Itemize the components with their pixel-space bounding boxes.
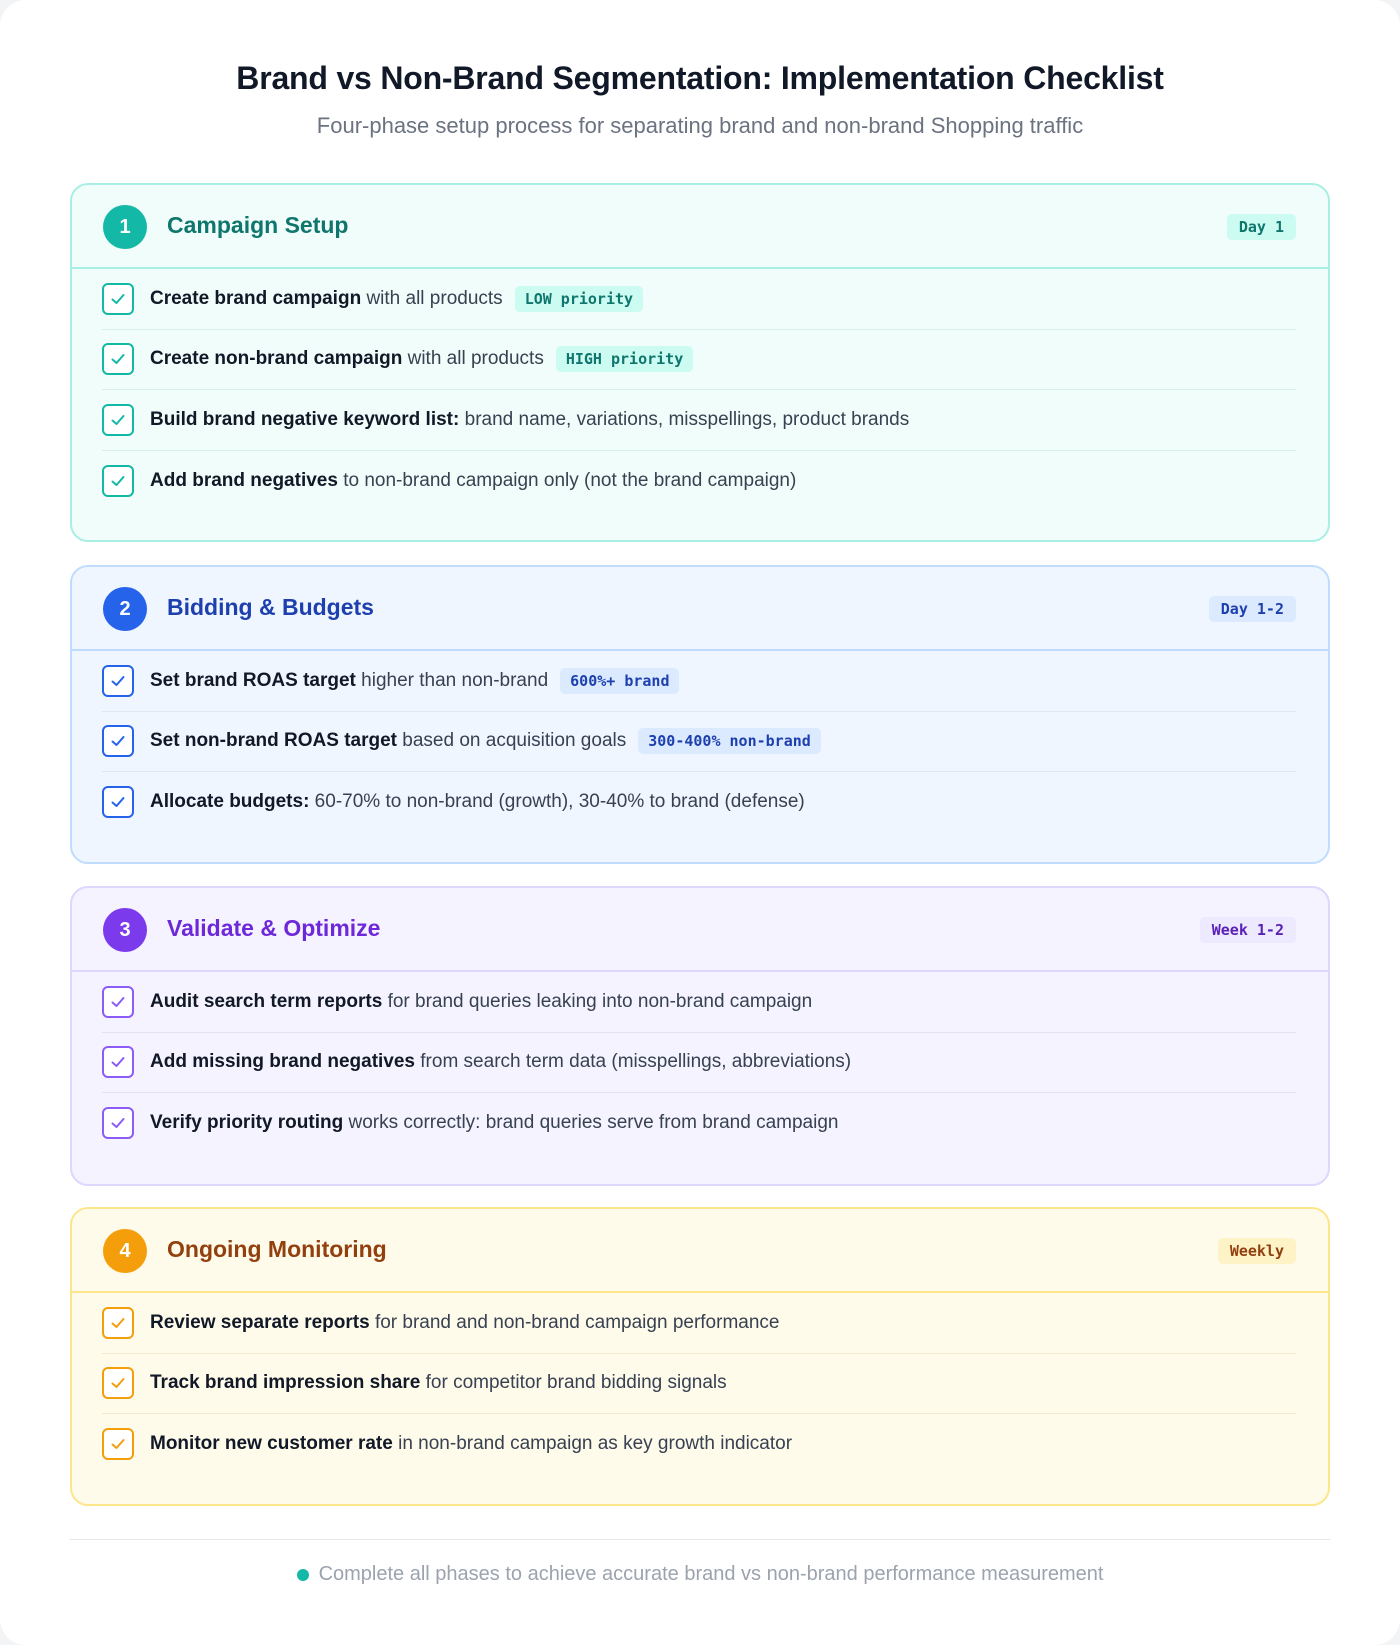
footer-note [0,1563,1400,1586]
checkbox-checked-icon[interactable] [102,1107,134,1139]
checklist-item-text [150,348,544,370]
phase-number-badge: 1 [103,205,147,249]
checklist-item-text [150,791,805,813]
checklist-item [102,451,1296,512]
checklist-item [102,1033,1296,1094]
checklist-item-detail: with all products [361,287,503,309]
phase-card-validate-optimize [70,886,1330,1186]
checklist-item-text [150,1051,851,1073]
phase-card-ongoing-monitoring [70,1207,1330,1506]
checklist-item-detail: based on acquisition goals [397,730,627,752]
checkbox-checked-icon[interactable] [102,1307,134,1339]
checklist-item [102,712,1296,773]
checklist-item [102,269,1296,330]
checklist-item-detail: for competitor brand bidding signals [420,1372,727,1394]
priority-tag: HIGH priority [556,346,693,372]
checklist-item-text [150,1312,779,1334]
checklist-item-detail: for brand and non-brand campaign performance [369,1311,780,1333]
page-subtitle: Four-phase setup process for separating brand and non-brand Shopping traffic [316,113,1084,138]
phase-header [72,1209,1328,1293]
checkbox-checked-icon[interactable] [102,1046,134,1078]
checklist-item-text [150,470,796,492]
checklist-item-text [150,991,812,1013]
priority-tag: LOW priority [515,286,643,312]
checkbox-checked-icon[interactable] [102,665,134,697]
phase-title: Campaign Setup [167,212,349,238]
phase-timeframe-badge: Day 1 [1227,214,1296,240]
checkbox-checked-icon[interactable] [102,725,134,757]
checklist-item-text [150,1372,727,1394]
page-title: Brand vs Non-Brand Segmentation: Implementation Checklist [236,60,1164,96]
phase-header [72,888,1328,972]
checklist-item [102,972,1296,1033]
checklist-item-text [150,670,548,692]
phase-timeframe-badge: Week 1-2 [1200,917,1296,943]
phase-number-badge: 3 [103,908,147,952]
phase-header [72,567,1328,651]
phase-card-campaign-setup [70,183,1330,542]
checkbox-checked-icon[interactable] [102,986,134,1018]
checklist-item-bold: Set brand ROAS target [150,669,356,691]
checklist-item [102,1293,1296,1354]
checklist-item [102,772,1296,833]
checklist-item-text [150,1112,838,1134]
checklist-item [102,390,1296,451]
checklist-items [72,269,1328,511]
phase-title: Ongoing Monitoring [167,1236,387,1262]
checklist-item-detail: brand name, variations, misspellings, product brands [459,408,910,430]
checklist-item-detail: works correctly: brand queries serve from brand campaign [343,1112,839,1134]
checklist-items [72,972,1328,1154]
checklist-item-detail: in non-brand campaign as key growth indicator [392,1433,793,1455]
checkbox-checked-icon[interactable] [102,404,134,436]
checkbox-checked-icon[interactable] [102,1367,134,1399]
checklist-item-bold: Allocate budgets: [150,791,310,813]
checklist-item-detail: higher than non-brand [355,669,549,691]
checklist-item [102,330,1296,391]
checklist-item-bold: Create non-brand campaign [150,348,403,370]
footer-text: Complete all phases to achieve accurate brand vs non-brand performance measurement [318,1563,1104,1585]
phase-header [72,185,1328,269]
checklist-item-bold: Audit search term reports [150,990,383,1012]
checklist-item-text [150,409,909,431]
checklist-item-detail: 60-70% to non-brand (growth), 30-40% to brand (defense) [309,791,805,813]
checklist-item-text [150,288,503,310]
phase-timeframe-badge: Day 1-2 [1209,596,1296,622]
checkbox-checked-icon[interactable] [102,1428,134,1460]
checklist-item-bold: Create brand campaign [150,287,362,309]
checkbox-checked-icon[interactable] [102,465,134,497]
checklist-item-bold: Add missing brand negatives [150,1051,415,1073]
phase-title: Bidding & Budgets [167,594,374,620]
checklist-item-text [150,730,626,752]
checklist-item-bold: Set non-brand ROAS target [150,730,398,752]
checkbox-checked-icon[interactable] [102,343,134,375]
checklist-items [72,1293,1328,1475]
checklist-item-text [150,1433,792,1455]
checklist-item-bold: Build brand negative keyword list: [150,408,460,430]
checklist-item-bold: Track brand impression share [150,1372,421,1394]
checklist-item-bold: Monitor new customer rate [150,1433,393,1455]
phase-number-badge: 4 [103,1229,147,1273]
checklist-item-bold: Verify priority routing [150,1112,344,1134]
roas-tag: 600%+ brand [560,668,679,694]
status-dot-icon [297,1569,309,1581]
phase-title: Validate & Optimize [167,915,381,941]
roas-tag: 300-400% non-brand [638,728,821,754]
checkbox-checked-icon[interactable] [102,283,134,315]
phase-card-bidding-budgets [70,565,1330,864]
checklist-item-detail: from search term data (misspellings, abbreviations) [415,1051,852,1073]
phase-number-badge: 2 [103,587,147,631]
checklist-item-detail: to non-brand campaign only (not the brand campaign) [337,469,797,491]
checklist-item [102,1354,1296,1415]
checklist-item-bold: Add brand negatives [150,469,338,491]
checklist-items [72,651,1328,833]
checklist-item [102,1414,1296,1475]
checklist-item-detail: for brand queries leaking into non-brand campaign [382,990,813,1012]
phase-timeframe-badge: Weekly [1218,1238,1296,1264]
checklist-item-bold: Review separate reports [150,1311,370,1333]
checkbox-checked-icon[interactable] [102,786,134,818]
checklist-item [102,651,1296,712]
checklist-item-detail: with all products [402,348,544,370]
footer-divider [70,1539,1330,1540]
checklist-item [102,1093,1296,1154]
